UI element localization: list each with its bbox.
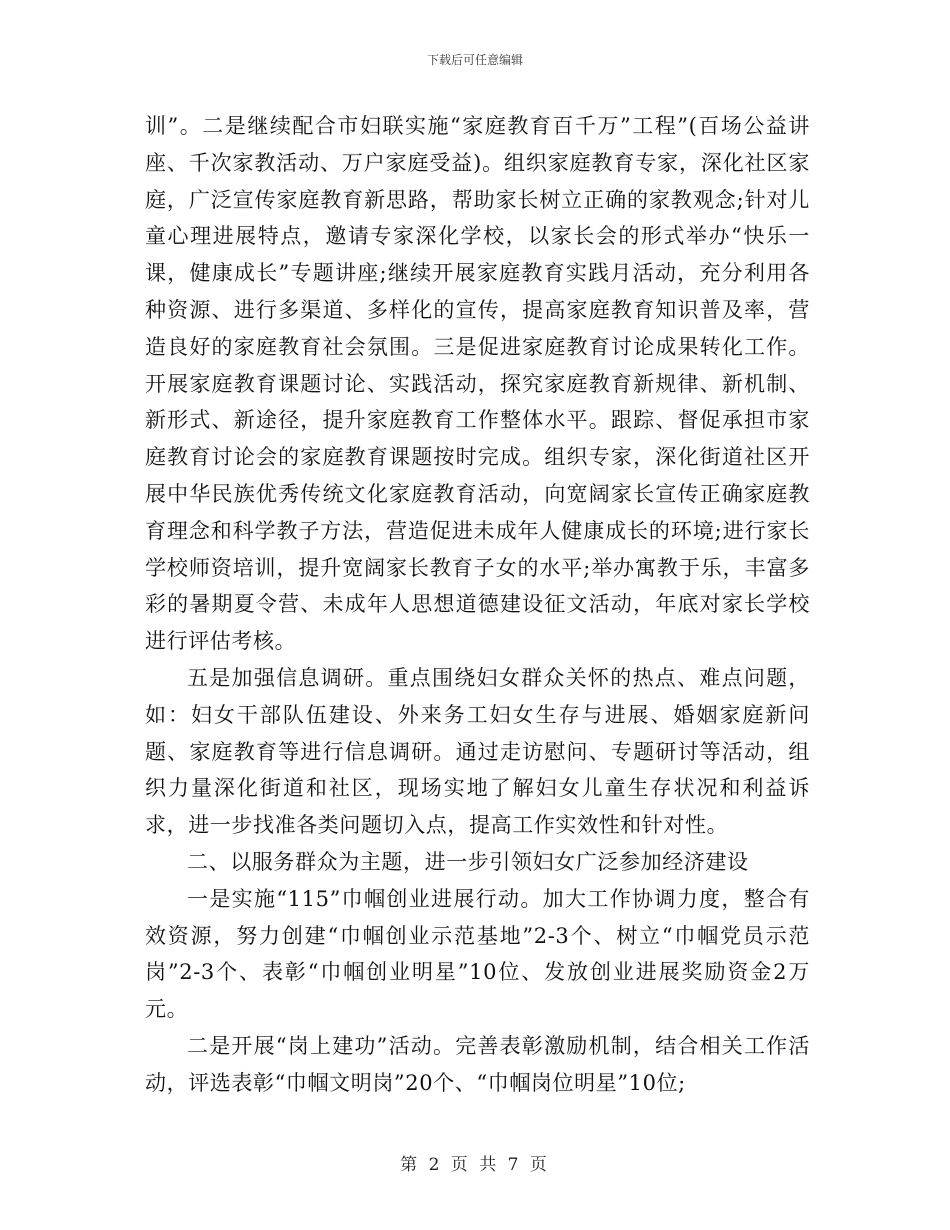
paragraph-information-research: 五是加强信息调研。重点围绕妇女群众关怀的热点、难点问题，如：妇女干部队伍建设、外来务工妇女生存与进展、婚姻家庭新问题、家庭教育等进行信息调研。通过走访慰问、专题研讨等活动，组织力量深化街道和社区，现场实地了解妇女儿童生存状况和利益诉求，进一步找准各类问题切入点，提高工作实效性和针对性。 — [145, 665, 810, 838]
page-footer: 第 2 页 共 7 页 — [400, 1155, 550, 1175]
document-body — [145, 108, 810, 1102]
paragraph-115-entrepreneurship: 一是实施“115”巾帼创业进展行动。加大工作协调力度，整合有效资源，努力创建“巾帼创业示范基地”2-3个、树立“巾帼党员示范岗”2-3个、表彰“巾帼创业明星”10位、发放创业进展奖励资金2万元。 — [145, 886, 810, 1022]
paragraph-post-achievement: 二是开展“岗上建功”活动。完善表彰激励机制，结合相关工作活动，评选表彰“巾帼文明岗”20个、“巾帼岗位明星”10位; — [145, 1033, 810, 1095]
page-header: 下载后可任意编辑 — [426, 53, 523, 67]
section-heading-economic-construction: 二、以服务群众为主题，进一步引领妇女广泛参加经济建设 — [187, 849, 749, 874]
paragraph-family-education: 训”。二是继续配合市妇联实施“家庭教育百千万”工程”(百场公益讲座、千次家教活动、万户家庭受益)。组织家庭教育专家，深化社区家庭，广泛宣传家庭教育新思路，帮助家长树立正确的家教观念;针对儿童心理进展特点，邀请专家深化学校，以家长会的形式举办“快乐一课，健康成长”专题讲座;继续开展家庭教育实践月活动，充分利用各种资源、进行多渠道、多样化的宣传，提高家庭教育知识普及率，营造良好的家庭教育社会氛围。三是促进家庭教育讨论成果转化工作。开展家庭教育课题讨论、实践活动，探究家庭教育新规律、新机制、新形式、新途径，提升家庭教育工作整体水平。跟踪、督促承担市家庭教育讨论会的家庭教育课题按时完成。组织专家，深化街道社区开展中华民族优秀传统文化家庭教育活动，向宽阔家长宣传正确家庭教育理念和科学教子方法，营造促进未成年人健康成长的环境;进行家长学校师资培训，提升宽阔家长教育子女的水平;举办寓教于乐，丰富多彩的暑期夏令营、未成年人思想道德建设征文活动，年底对家长学校进行评估考核。 — [145, 114, 810, 654]
